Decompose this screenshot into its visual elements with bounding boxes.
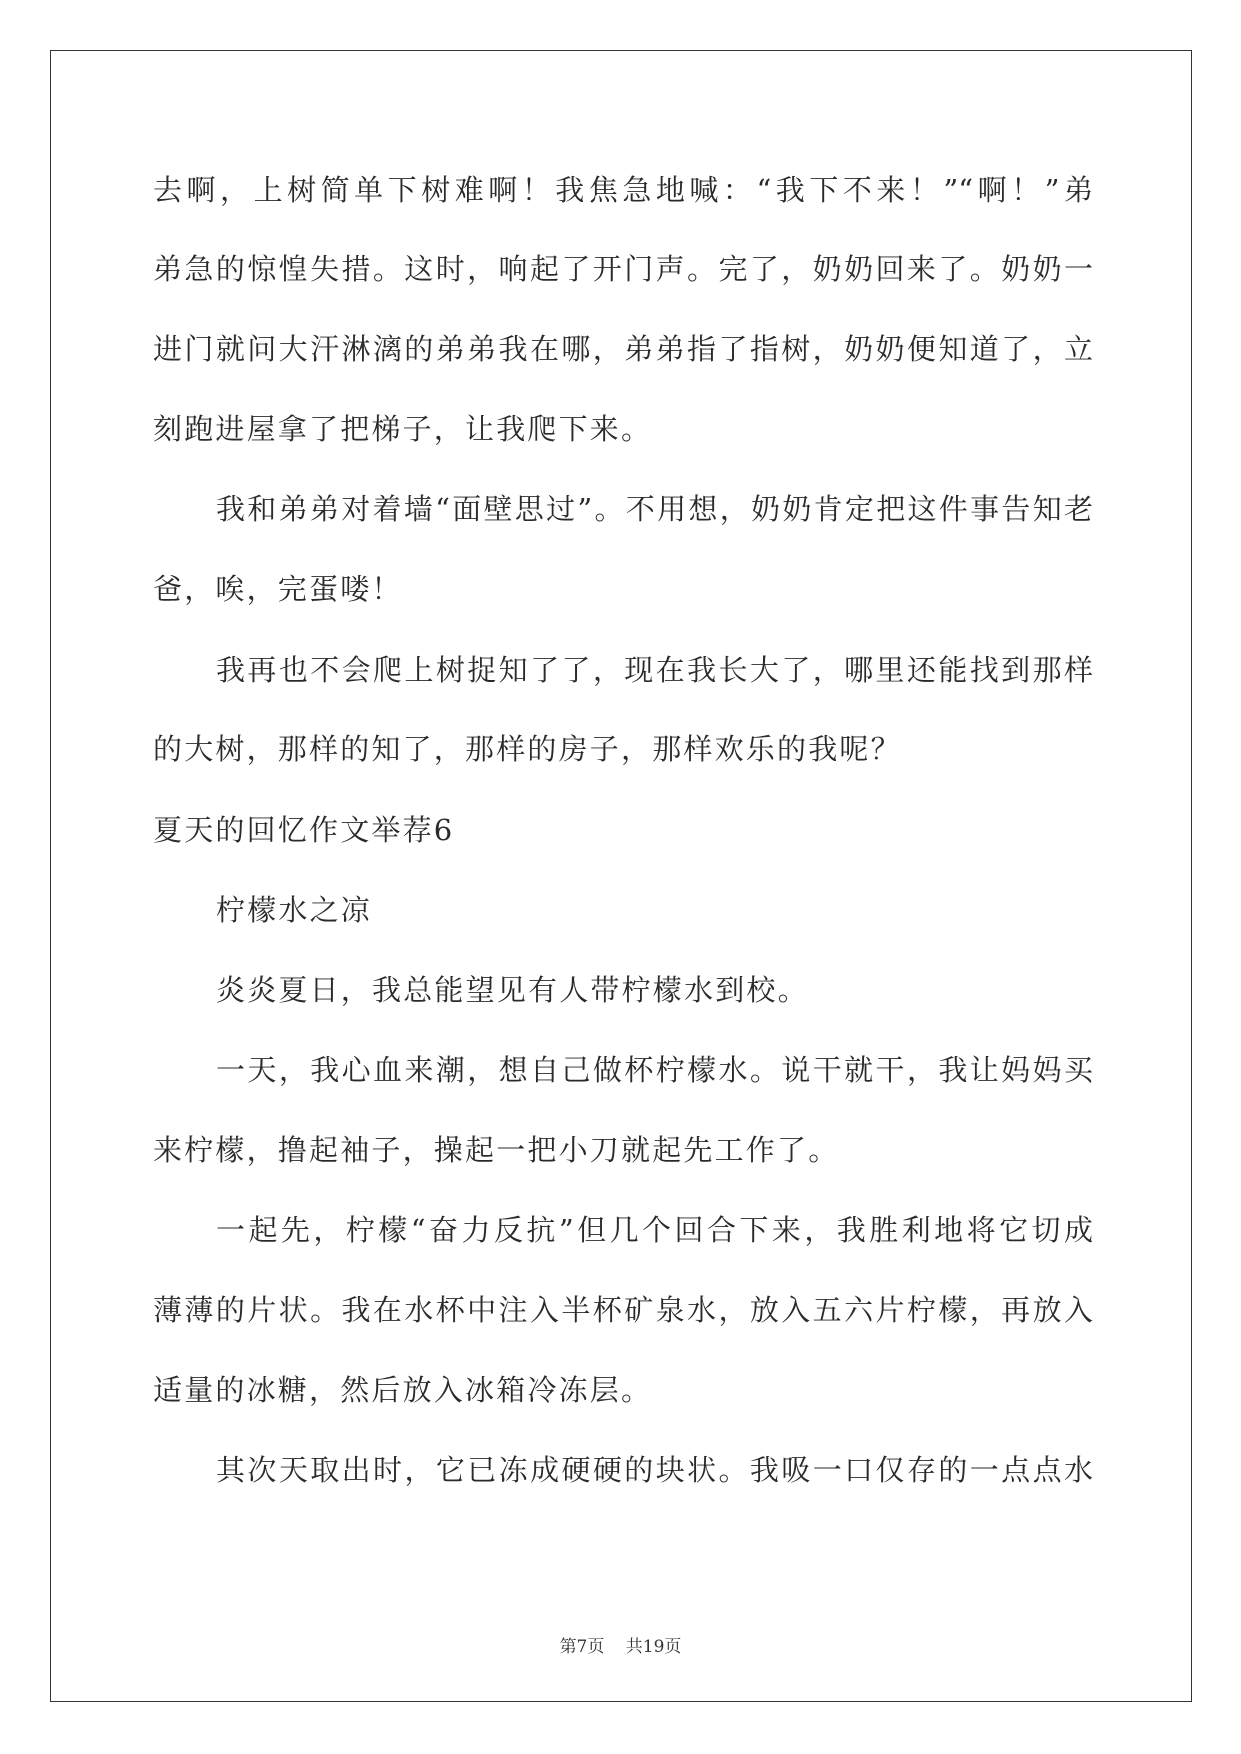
text-line-12: 一天，我心血来潮，想自己做杯柠檬水。说干就干，我让妈妈买 bbox=[216, 1053, 1093, 1087]
text-line-2: 弟急的惊惶失措。这时，响起了开门声。完了，奶奶回来了。奶奶一 bbox=[153, 252, 1093, 286]
section-heading: 夏天的回忆作文举荐6 bbox=[153, 813, 455, 847]
essay-title: 柠檬水之凉 bbox=[216, 893, 373, 927]
text-line-15: 薄薄的片状。我在水杯中注入半杯矿泉水，放入五六片柠檬，再放入 bbox=[153, 1293, 1093, 1327]
text-line-8: 的大树，那样的知了，那样的房子，那样欢乐的我呢？ bbox=[153, 732, 902, 766]
page-total: 共19页 bbox=[625, 1637, 682, 1657]
text-line-3: 进门就问大汗淋漓的弟弟我在哪，弟弟指了指树，奶奶便知道了，立 bbox=[153, 332, 1093, 366]
page-number: 第7页 bbox=[559, 1637, 605, 1657]
text-line-16: 适量的冰糖，然后放入冰箱冷冻层。 bbox=[153, 1373, 653, 1407]
text-line-1: 去啊，上树简单下树难啊！我焦急地喊：“我下不来！”“啊！”弟 bbox=[153, 173, 1093, 207]
text-line-17: 其次天取出时，它已冻成硬硬的块状。我吸一口仅存的一点点水 bbox=[216, 1453, 1093, 1487]
text-line-7: 我再也不会爬上树捉知了了，现在我长大了，哪里还能找到那样 bbox=[216, 653, 1093, 687]
text-line-4: 刻跑进屋拿了把梯子，让我爬下来。 bbox=[153, 412, 653, 446]
text-line-5: 我和弟弟对着墙“面壁思过”。不用想，奶奶肯定把这件事告知老 bbox=[216, 492, 1093, 526]
text-line-14: 一起先，柠檬“奋力反抗”但几个回合下来，我胜利地将它切成 bbox=[216, 1213, 1093, 1247]
page-footer bbox=[0, 1632, 1241, 1657]
text-line-6: 爸，唉，完蛋喽！ bbox=[153, 572, 403, 606]
text-line-13: 来柠檬，撸起袖子，操起一把小刀就起先工作了。 bbox=[153, 1133, 840, 1167]
text-line-11: 炎炎夏日，我总能望见有人带柠檬水到校。 bbox=[216, 973, 809, 1007]
